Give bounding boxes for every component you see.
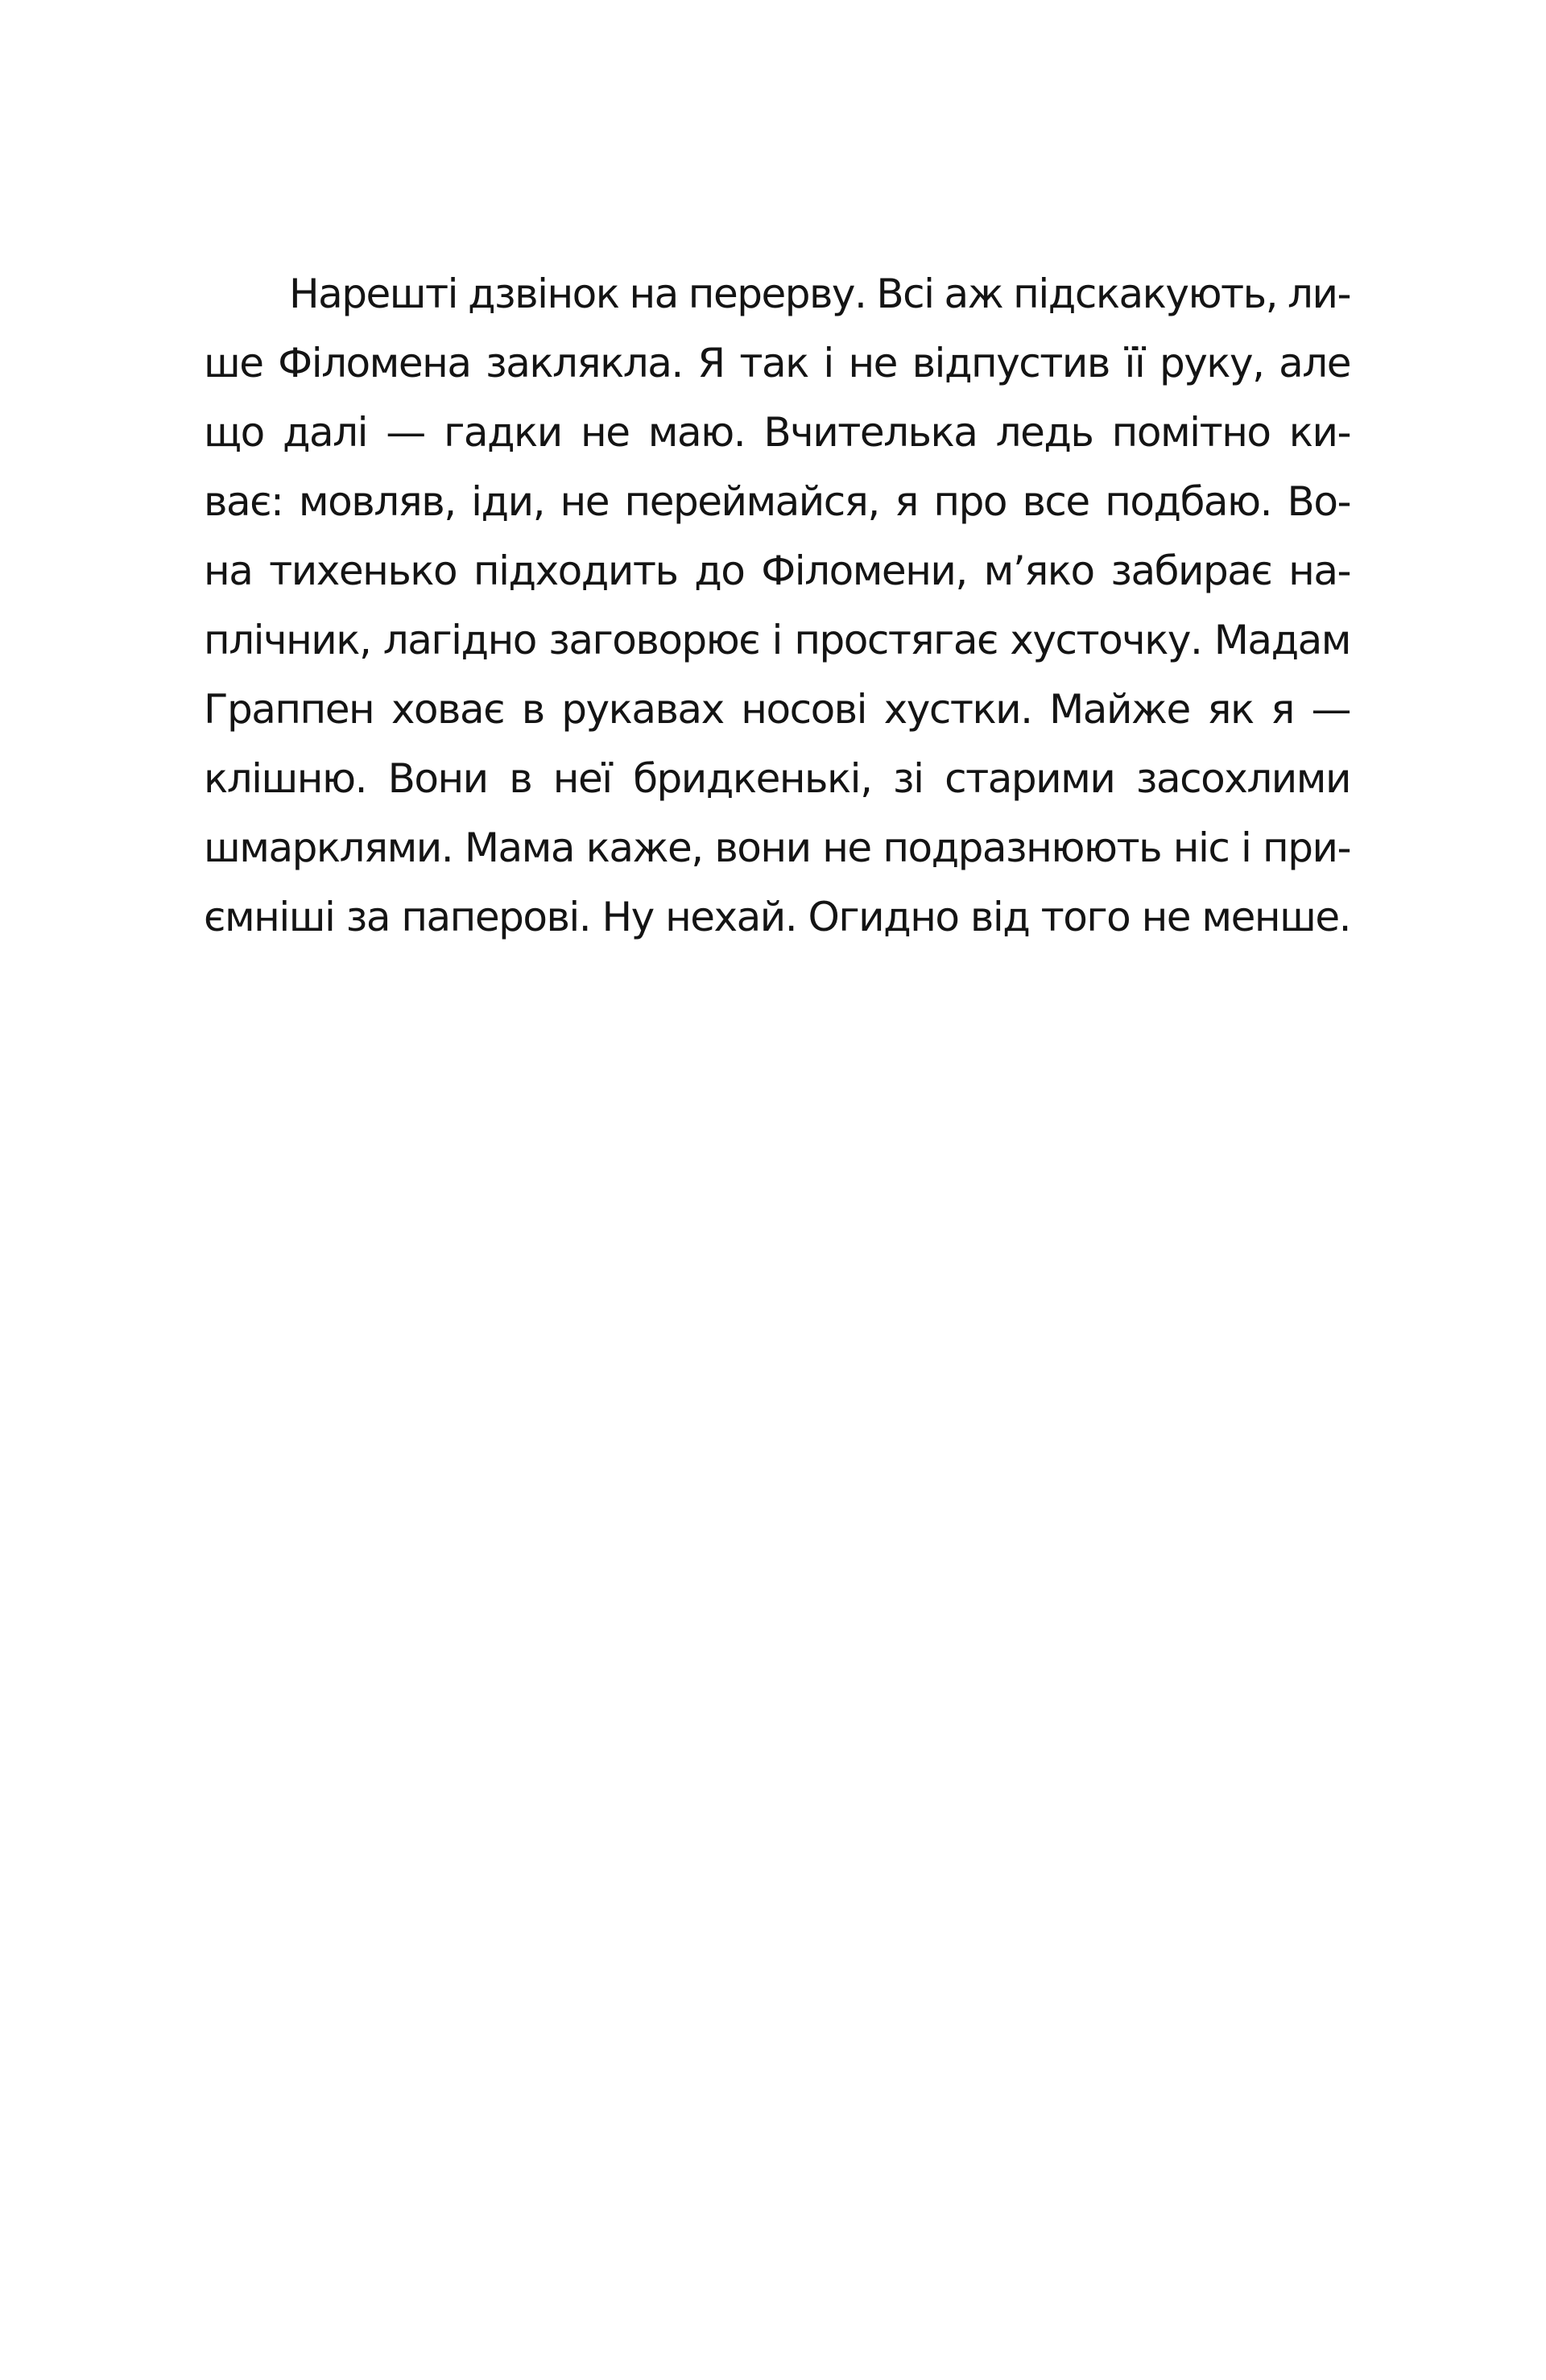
text-line: ває: мовляв, іди, не переймайся, я про все подбаю. Во- xyxy=(204,478,1350,525)
text-line: ємніші за паперові. Ну нехай. Огидно від того не менше. xyxy=(204,894,1350,940)
text-line: клішню. Вони в неї бридкенькі, зі старими засохлими xyxy=(204,755,1350,802)
text-line: Нарешті дзвінок на перерву. Всі аж підскакують, ли- xyxy=(289,271,1350,317)
paragraph xyxy=(204,259,1350,952)
text-line: Граппен ховає в рукавах носові хустки. Майже як я — xyxy=(204,686,1350,733)
text-line: плічник, лагідно заговорює і простягає хусточку. Мадам xyxy=(204,617,1350,663)
text-line: на тихенько підходить до Філомени, м’яко забирає на- xyxy=(204,547,1350,594)
text-line: що далі — гадки не маю. Вчителька ледь помітно ки- xyxy=(204,409,1350,456)
text-line: шмарклями. Мама каже, вони не подразнюють ніс і при- xyxy=(204,824,1350,871)
text-line: ше Філомена заклякла. Я так і не відпустив її руку, але xyxy=(204,340,1350,386)
